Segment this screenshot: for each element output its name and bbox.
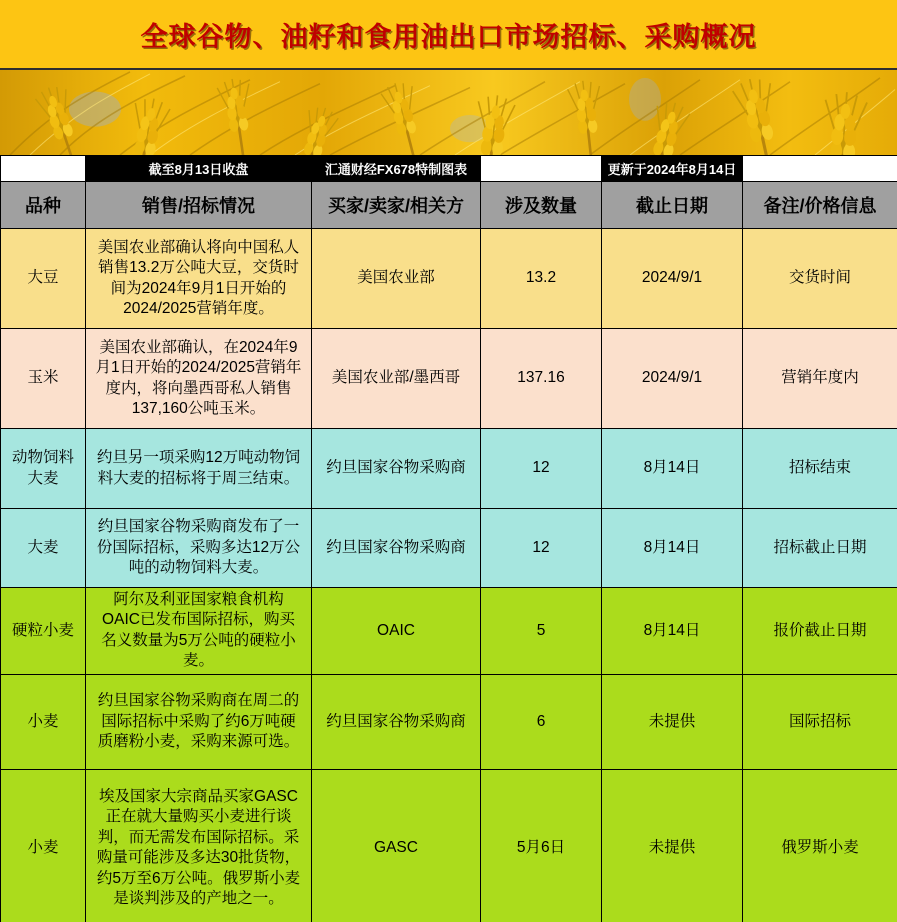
deadline-cell: 未提供 <box>602 674 743 769</box>
col-header-deadline: 截止日期 <box>602 182 743 229</box>
quantity-cell: 13.2 <box>481 229 602 329</box>
details-cell: 约旦另一项采购12万吨动物饲料大麦的招标将于周三结束。 <box>86 429 312 509</box>
table-row <box>1 588 897 675</box>
variety-cell: 大麦 <box>1 509 86 588</box>
table-body <box>1 229 897 922</box>
table-row <box>1 509 897 588</box>
meta-empty-cell <box>481 156 602 182</box>
meta-empty-cell <box>1 156 86 182</box>
deadline-cell: 8月14日 <box>602 588 743 675</box>
details-cell: 埃及国家大宗商品买家GASC正在就大量购买小麦进行谈判，而无需发布国际招标。采购量可能涉及多达30批货物，约5万至6万公吨。俄罗斯小麦是谈判涉及的产地之一。 <box>86 769 312 922</box>
quantity-cell: 6 <box>481 674 602 769</box>
deadline-cell: 8月14日 <box>602 509 743 588</box>
table-row <box>1 229 897 329</box>
note-cell: 交货时间 <box>743 229 897 329</box>
title-bar <box>0 0 897 68</box>
details-cell: 美国农业部确认，在2024年9月1日开始的2024/2025营销年度内，将向墨西哥私人销售137,160公吨玉米。 <box>86 329 312 429</box>
col-header-note: 备注/价格信息 <box>743 182 897 229</box>
note-cell: 报价截止日期 <box>743 588 897 675</box>
wheat-photo-art <box>0 70 897 155</box>
table-row <box>1 769 897 922</box>
col-header-details: 销售/招标情况 <box>86 182 312 229</box>
party-cell: OAIC <box>312 588 481 675</box>
quantity-cell: 5月6日 <box>481 769 602 922</box>
variety-cell: 动物饲料大麦 <box>1 429 86 509</box>
details-cell: 阿尔及利亚国家粮食机构OAIC已发布国际招标，购买名义数量为5万公吨的硬粒小麦。 <box>86 588 312 675</box>
variety-cell: 小麦 <box>1 674 86 769</box>
party-cell: 美国农业部 <box>312 229 481 329</box>
table-row <box>1 329 897 429</box>
note-cell: 招标结束 <box>743 429 897 509</box>
variety-cell: 大豆 <box>1 229 86 329</box>
details-cell: 约旦国家谷物采购商发布了一份国际招标，采购多达12万公吨的动物饲料大麦。 <box>86 509 312 588</box>
party-cell: GASC <box>312 769 481 922</box>
meta-close-date: 截至8月13日收盘 <box>86 156 312 182</box>
deadline-cell: 8月14日 <box>602 429 743 509</box>
table-row <box>1 674 897 769</box>
meta-update-date: 更新于2024年8月14日 <box>602 156 743 182</box>
wheat-photo-banner <box>0 68 897 155</box>
header-row <box>1 182 897 229</box>
party-cell: 约旦国家谷物采购商 <box>312 429 481 509</box>
note-cell: 国际招标 <box>743 674 897 769</box>
quantity-cell: 137.16 <box>481 329 602 429</box>
details-cell: 约旦国家谷物采购商在周二的国际招标中采购了约6万吨硬质磨粉小麦，采购来源可选。 <box>86 674 312 769</box>
deadline-cell: 2024/9/1 <box>602 329 743 429</box>
col-header-party: 买家/卖家/相关方 <box>312 182 481 229</box>
details-cell: 美国农业部确认将向中国私人销售13.2万公吨大豆，交货时间为2024年9月1日开始的2024/2025营销年度。 <box>86 229 312 329</box>
page-title: 全球谷物、油籽和食用油出口市场招标、采购概况 <box>140 21 757 53</box>
meta-source-credit: 汇通财经FX678特制图表 <box>312 156 481 182</box>
variety-cell: 玉米 <box>1 329 86 429</box>
party-cell: 约旦国家谷物采购商 <box>312 509 481 588</box>
variety-cell: 硬粒小麦 <box>1 588 86 675</box>
meta-empty-cell <box>743 156 897 182</box>
table-row <box>1 429 897 509</box>
deadline-cell: 2024/9/1 <box>602 229 743 329</box>
col-header-variety: 品种 <box>1 182 86 229</box>
deadline-cell: 未提供 <box>602 769 743 922</box>
variety-cell: 小麦 <box>1 769 86 922</box>
note-cell: 俄罗斯小麦 <box>743 769 897 922</box>
note-cell: 招标截止日期 <box>743 509 897 588</box>
meta-row <box>1 156 897 182</box>
quantity-cell: 12 <box>481 429 602 509</box>
party-cell: 美国农业部/墨西哥 <box>312 329 481 429</box>
tender-table <box>0 155 897 922</box>
col-header-quantity: 涉及数量 <box>481 182 602 229</box>
party-cell: 约旦国家谷物采购商 <box>312 674 481 769</box>
note-cell: 营销年度内 <box>743 329 897 429</box>
quantity-cell: 5 <box>481 588 602 675</box>
quantity-cell: 12 <box>481 509 602 588</box>
